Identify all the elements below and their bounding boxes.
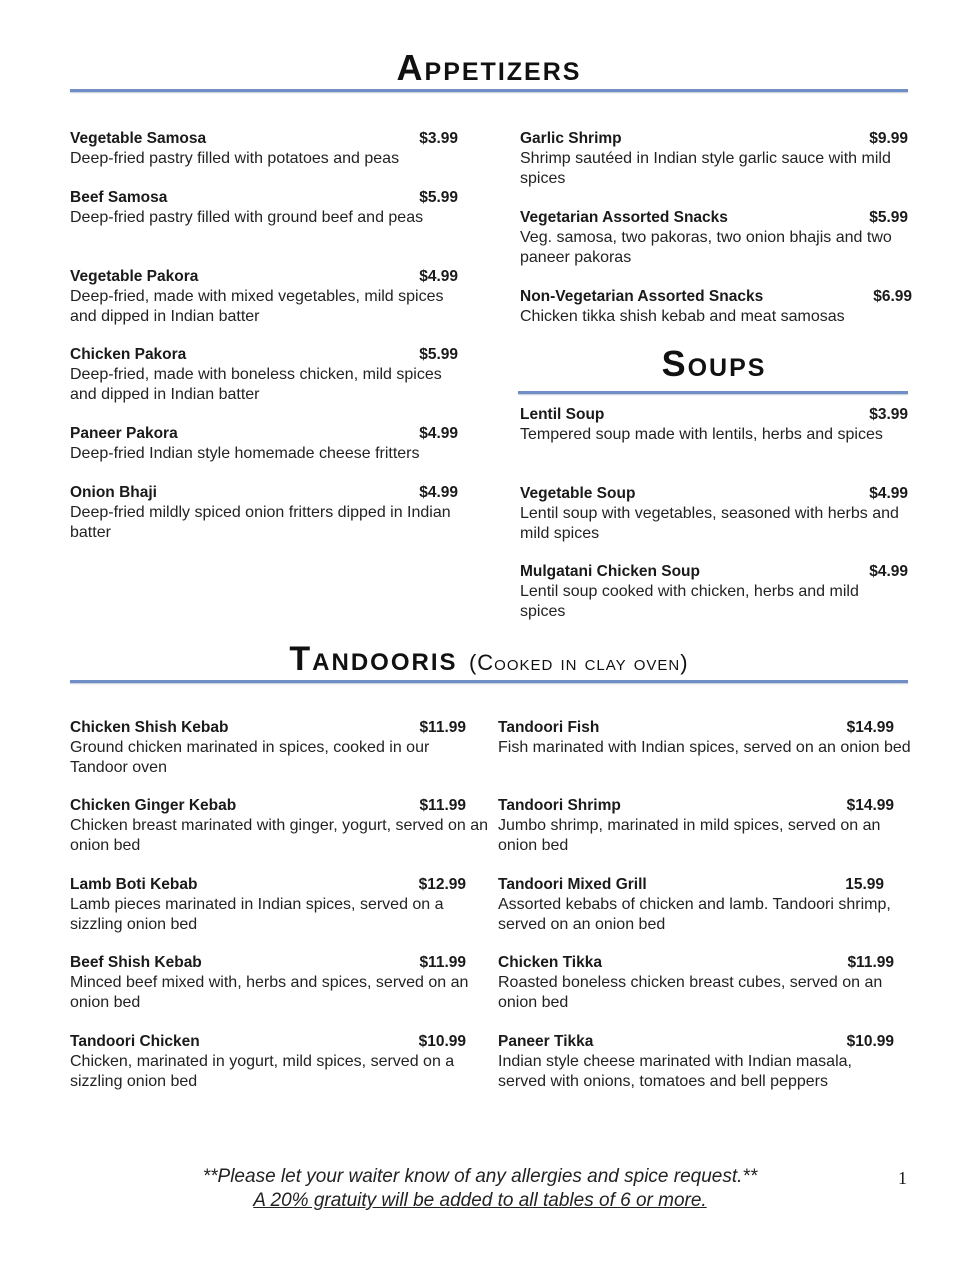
item-name: Onion Bhaji: [70, 484, 157, 501]
item-name: Paneer Tikka: [498, 1033, 594, 1050]
item-name: Lentil Soup: [520, 406, 605, 423]
item-name: Tandoori Fish: [498, 719, 600, 736]
item-price: 15.99: [845, 876, 884, 893]
menu-item: [498, 796, 894, 856]
item-price: $11.99: [419, 719, 466, 736]
menu-item: [498, 1032, 894, 1092]
menu-item: [498, 953, 894, 1013]
item-description: Deep-fried mildly spiced onion fritters dipped in Indian batter: [70, 504, 451, 541]
menu-item: [520, 129, 908, 189]
item-name: Beef Samosa: [70, 189, 168, 206]
menu-item: [70, 345, 458, 405]
item-description: Lamb pieces marinated in Indian spices, served on a sizzling onion bed: [70, 896, 444, 933]
item-name: Chicken Tikka: [498, 954, 602, 971]
menu-item: [70, 483, 458, 543]
item-price: $4.99: [869, 563, 908, 580]
item-price: $10.99: [846, 1033, 894, 1050]
appetizers-rule: [70, 89, 908, 92]
item-name: Tandoori Shrimp: [498, 797, 621, 814]
item-description: Minced beef mixed with, herbs and spices, served on an onion bed: [70, 974, 469, 1011]
item-name: Non-Vegetarian Assorted Snacks: [520, 288, 764, 305]
menu-item: [70, 796, 489, 856]
item-price: $14.99: [846, 797, 894, 814]
item-name: Vegetable Soup: [520, 485, 636, 502]
menu-item: [70, 267, 458, 327]
item-name: Garlic Shrimp: [520, 130, 622, 147]
item-price: $4.99: [419, 268, 458, 285]
item-description: Indian style cheese marinated with Indian masala, served with onions, tomatoes and bell peppers: [498, 1053, 852, 1090]
menu-item: [520, 562, 908, 622]
item-price: $5.99: [419, 189, 458, 206]
item-price: $5.99: [869, 209, 908, 226]
item-description: Deep-fried pastry filled with ground beef and peas: [70, 209, 424, 226]
menu-item: [70, 718, 466, 778]
item-price: $5.99: [419, 346, 458, 363]
item-name: Chicken Ginger Kebab: [70, 797, 237, 814]
menu-item: [70, 424, 458, 464]
menu-item: [520, 484, 908, 544]
menu-item: [520, 208, 908, 268]
item-description: Deep-fried, made with boneless chicken, mild spices and dipped in Indian batter: [70, 366, 442, 403]
item-description: Veg. samosa, two pakoras, two onion bhajis and two paneer pakoras: [520, 229, 892, 266]
item-name: Chicken Pakora: [70, 346, 187, 363]
appetizers-heading: Appetizers: [396, 47, 582, 88]
menu-item: [70, 188, 458, 228]
item-description: Chicken, marinated in yogurt, mild spices, served on a sizzling onion bed: [70, 1053, 455, 1090]
tandooris-title: Tandooris: [289, 640, 458, 678]
item-description: Ground chicken marinated in spices, cooked in our Tandoor oven: [70, 739, 430, 776]
page-number: 1: [898, 1168, 907, 1188]
menu-item: [520, 405, 908, 445]
item-name: Vegetable Pakora: [70, 268, 199, 285]
item-price: $4.99: [869, 485, 908, 502]
item-price: $3.99: [869, 406, 908, 423]
item-price: $11.99: [847, 954, 894, 971]
item-description: Lentil soup with vegetables, seasoned with herbs and mild spices: [520, 505, 899, 542]
item-price: $9.99: [869, 130, 908, 147]
item-description: Deep-fried pastry filled with potatoes and peas: [70, 150, 400, 167]
item-price: $4.99: [419, 425, 458, 442]
item-description: Shrimp sautéed in Indian style garlic sauce with mild spices: [520, 150, 891, 187]
item-name: Beef Shish Kebab: [70, 954, 202, 971]
menu-item: [498, 875, 891, 935]
item-name: Vegetarian Assorted Snacks: [520, 209, 728, 226]
item-price: $10.99: [418, 1033, 466, 1050]
menu-item: [70, 875, 466, 935]
item-price: $6.99: [873, 288, 912, 305]
tandooris-rule: [70, 680, 908, 683]
menu-item: [70, 953, 469, 1013]
item-price: $14.99: [846, 719, 894, 736]
soups-heading: Soups: [661, 343, 767, 384]
item-name: Chicken Shish Kebab: [70, 719, 229, 736]
item-name: Tandoori Chicken: [70, 1033, 200, 1050]
item-description: Fish marinated with Indian spices, served on an onion bed: [498, 739, 911, 756]
item-name: Lamb Boti Kebab: [70, 876, 198, 893]
item-description: Roasted boneless chicken breast cubes, served on an onion bed: [498, 974, 883, 1011]
menu-item: [498, 718, 911, 758]
item-description: Chicken breast marinated with ginger, yogurt, served on an onion bed: [70, 817, 489, 854]
item-price: $11.99: [419, 797, 466, 814]
tandooris-subtitle: (Cooked in clay oven): [468, 650, 689, 675]
item-name: Mulgatani Chicken Soup: [520, 563, 700, 580]
item-price: $12.99: [418, 876, 466, 893]
item-description: Chicken tikka shish kebab and meat samosas: [520, 308, 845, 325]
menu-item: [70, 1032, 466, 1092]
gratuity-note: A 20% gratuity will be added to all tables of 6 or more.: [253, 1190, 707, 1211]
item-price: $4.99: [419, 484, 458, 501]
menu-item: [520, 287, 912, 327]
item-name: Paneer Pakora: [70, 425, 178, 442]
item-description: Assorted kebabs of chicken and lamb. Tandoori shrimp, served on an onion bed: [498, 896, 891, 933]
item-price: $3.99: [419, 130, 458, 147]
item-description: Jumbo shrimp, marinated in mild spices, served on an onion bed: [498, 817, 881, 854]
item-name: Vegetable Samosa: [70, 130, 207, 147]
item-description: Lentil soup cooked with chicken, herbs and mild spices: [520, 583, 859, 620]
soups-rule: [518, 391, 908, 394]
item-price: $11.99: [419, 954, 466, 971]
tandooris-heading: [70, 642, 908, 676]
menu-item: [70, 129, 458, 169]
item-description: Deep-fried, made with mixed vegetables, mild spices and dipped in Indian batter: [70, 288, 444, 325]
item-name: Tandoori Mixed Grill: [498, 876, 647, 893]
item-description: Tempered soup made with lentils, herbs and spices: [520, 426, 883, 443]
allergy-note: **Please let your waiter know of any allergies and spice request.**: [202, 1166, 758, 1187]
item-description: Deep-fried Indian style homemade cheese fritters: [70, 445, 420, 462]
